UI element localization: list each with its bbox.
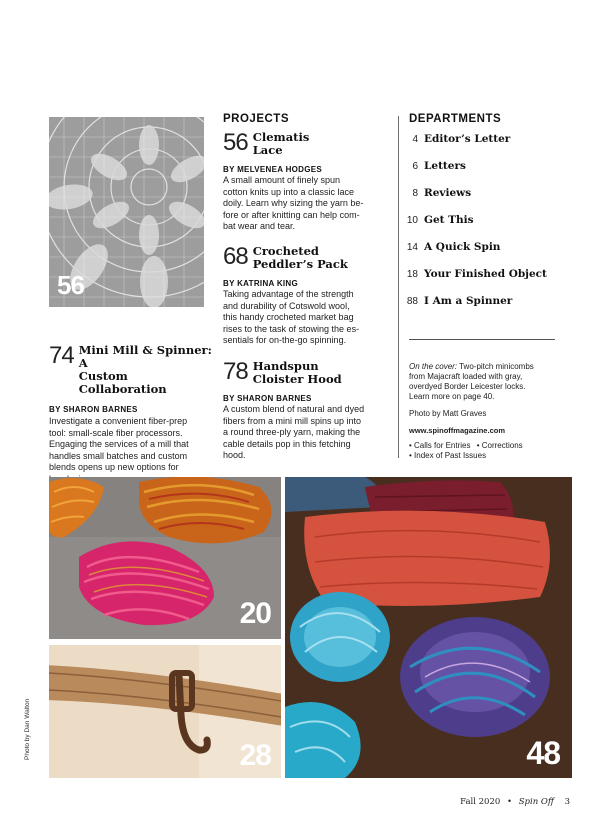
project-item[interactable] xyxy=(223,245,393,347)
project-byline: BY SHARON BARNES xyxy=(223,394,312,403)
project-title-line1[interactable]: Clematis xyxy=(252,130,310,144)
footer-separator: • xyxy=(507,797,513,807)
project-byline: BY KATRINA KING xyxy=(223,279,299,288)
footer-issue: Fall 2020 xyxy=(460,797,501,807)
dept-item-i-am-a-spinner[interactable]: 88 I Am a Spinner xyxy=(406,295,513,307)
project-page-number: 68 xyxy=(223,243,248,270)
project-title-line1[interactable]: Crocheted xyxy=(252,244,319,258)
cover-photo-credit: Photo by Matt Graves xyxy=(409,409,487,418)
page-label-20: 20 xyxy=(239,597,271,630)
project-item[interactable] xyxy=(223,360,393,462)
feature-title-line1[interactable]: Mini Mill & Spinner: A xyxy=(78,343,212,370)
footer-page-number: 3 xyxy=(564,797,570,807)
calls-for-entries-link[interactable]: • Calls for Entries xyxy=(409,441,471,450)
project-description: A custom blend of natural and dyed fibers from a mini mill spins up into a round three-ply yarn, making the cable details pop in this fetching hood. xyxy=(223,404,365,461)
projects-heading: PROJECTS xyxy=(223,113,289,125)
website-link[interactable]: www.spinoffmagazine.com xyxy=(409,426,505,435)
cover-info xyxy=(409,362,589,461)
page-label-28: 28 xyxy=(239,739,271,772)
page-label-56: 56 xyxy=(57,270,84,300)
corrections-link[interactable]: • Corrections xyxy=(476,441,523,450)
feature-description: Investigate a convenient fiber-prep tool: small-scale fiber processors. Engaging the services of a mill that handles small batches and custom blends opens up new options for xyxy=(49,416,189,473)
departments-rule xyxy=(409,339,555,340)
cover-text-line: Two-pitch minicombs xyxy=(457,362,534,371)
project-page-number: 78 xyxy=(223,358,248,385)
page-footer xyxy=(460,797,570,807)
column-divider xyxy=(398,116,399,458)
project-title-line1[interactable]: Handspun xyxy=(252,359,319,373)
dept-item-quick-spin[interactable]: 14 A Quick Spin xyxy=(406,241,501,253)
dept-item-finished-object[interactable]: 18 Your Finished Object xyxy=(406,268,547,280)
project-page-number: 56 xyxy=(223,129,248,156)
vertical-photo-credit: Photo by Dan Walton xyxy=(24,698,31,760)
dept-item-get-this[interactable]: 10 Get This xyxy=(406,214,474,226)
fiber-photo xyxy=(285,477,572,778)
page-label-48: 48 xyxy=(526,735,560,771)
feature-page-number: 74 xyxy=(49,342,74,369)
project-description: A small amount of finely spun cotton knits up into a classic lace doily. Learn why sizing the yarn be- fore or after knitting can help com- bat wear and tear. xyxy=(223,175,364,232)
feature-article[interactable] xyxy=(49,344,219,486)
dept-item-reviews[interactable]: 8 Reviews xyxy=(412,187,472,199)
project-title-line2[interactable]: Cloister Hood xyxy=(252,372,342,386)
project-title-line2[interactable]: Peddler’s Pack xyxy=(252,257,348,271)
project-item[interactable] xyxy=(223,131,393,233)
dept-item-editors-letter[interactable]: 4 Editor’s Letter xyxy=(412,133,511,145)
doily-photo xyxy=(49,117,204,307)
departments-list xyxy=(400,133,570,322)
cover-text-line: from Majacraft loaded with gray, xyxy=(409,372,523,381)
fiber-nests-image xyxy=(285,477,572,778)
project-title-line2[interactable]: Lace xyxy=(252,143,283,157)
cover-lead: On the cover: xyxy=(409,362,458,371)
index-past-issues-link[interactable]: • Index of Past Issues xyxy=(409,451,487,460)
project-byline: BY MELVENEA HODGES xyxy=(223,165,323,174)
dept-item-letters[interactable]: 6 Letters xyxy=(412,160,466,172)
feature-title-line2[interactable]: Custom Collaboration xyxy=(78,369,167,396)
hook-photo xyxy=(49,645,281,778)
cover-text-line: Learn more on page 40. xyxy=(409,392,495,401)
yarn-photo xyxy=(49,477,281,639)
cover-text-line: overdyed Border Leicester locks. xyxy=(409,382,526,391)
departments-heading: DEPARTMENTS xyxy=(409,113,502,125)
feature-byline: BY SHARON BARNES xyxy=(49,405,138,414)
footer-magazine: Spin Off xyxy=(518,797,554,807)
project-description: Taking advantage of the strength and durability of Cotswold wool, this handy crocheted market bag rises to the task of stowing the es- sentials for on-the-go spinning. xyxy=(223,289,360,346)
